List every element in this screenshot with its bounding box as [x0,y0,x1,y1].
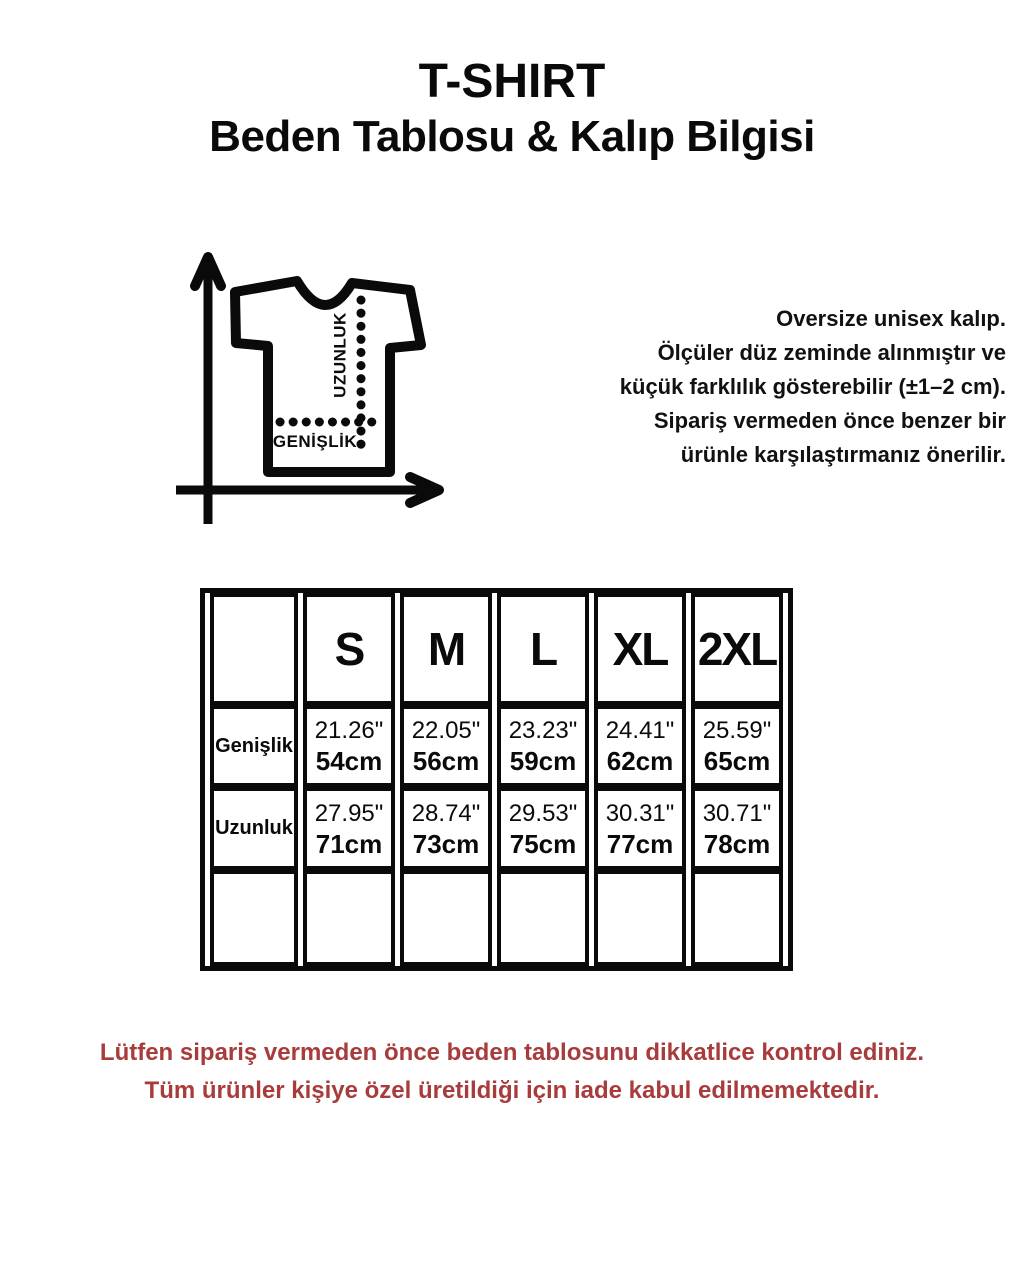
size-table [200,588,793,971]
length-inches-2xl: 30.71" [702,799,772,827]
length-cell-m [400,787,492,870]
length-inches-m: 28.74" [411,799,481,827]
empty-cell [303,870,395,966]
table-empty-row [210,870,783,966]
size-table-header-row [210,593,783,705]
length-inches-s: 27.95" [314,799,384,827]
empty-cell [594,870,686,966]
size-header-xl: XL [594,593,686,705]
row-label-genislik: Genişlik [210,705,298,787]
size-header-2xl: 2XL [691,593,783,705]
length-cm-m: 73cm [412,828,480,859]
table-row-width [210,705,783,787]
fit-info-line: Sipariş vermeden önce benzer bir [653,408,1006,433]
length-cell-s [303,787,395,870]
page-title: T-SHIRT [418,55,606,108]
tshirt-measurement-diagram [160,240,460,540]
width-cm-m: 56cm [412,746,480,776]
length-cm-l: 75cm [509,828,577,859]
width-inches-m: 22.05" [411,717,481,744]
length-inches-l: 29.53" [508,799,578,827]
length-cm-s: 71cm [315,828,383,859]
width-inches-2xl: 25.59" [702,717,772,744]
row-label-uzunluk: Uzunluk [210,787,298,870]
warning-line: Tüm ürünler kişiye özel üretildiği için iade kabul edilmemektedir. [144,1077,880,1104]
warning-line: Lütfen sipariş vermeden önce beden tablosunu dikkatlice kontrol ediniz. [99,1039,925,1066]
width-cell-l [497,705,589,787]
length-label: UZUNLUK [330,312,350,398]
empty-cell [400,870,492,966]
width-cm-s: 54cm [315,746,383,776]
empty-cell [210,870,298,966]
fit-info-line: Oversize unisex kalıp. [776,306,1006,331]
width-cell-s [303,705,395,787]
length-cell-2xl [691,787,783,870]
size-header-m: M [400,593,492,705]
table-row-length [210,787,783,870]
warning-text [0,1034,1024,1110]
empty-cell [691,870,783,966]
width-cell-xl [594,705,686,787]
fit-info-line: ürünle karşılaştırmanız önerilir. [680,442,1006,467]
length-cell-l [497,787,589,870]
page-subtitle: Beden Tablosu & Kalıp Bilgisi [209,112,815,161]
size-header-l: L [497,593,589,705]
width-label: GENİŞLİK [272,432,358,451]
width-inches-l: 23.23" [508,717,578,744]
corner-cell [210,593,298,705]
width-inches-s: 21.26" [314,717,384,744]
length-cm-2xl: 78cm [703,828,771,859]
size-header-s: S [303,593,395,705]
width-cell-2xl [691,705,783,787]
length-cm-xl: 77cm [606,828,674,859]
width-cm-2xl: 65cm [703,746,771,776]
fit-info-line: Ölçüler düz zeminde alınmıştır ve [657,340,1006,365]
width-cm-l: 59cm [509,746,577,776]
width-cell-m [400,705,492,787]
length-cell-xl [594,787,686,870]
width-inches-xl: 24.41" [605,717,675,744]
width-cm-xl: 62cm [606,746,674,776]
fit-info-text [540,302,1006,472]
empty-cell [497,870,589,966]
fit-info-line: küçük farklılık gösterebilir (±1–2 cm). [619,374,1006,399]
length-inches-xl: 30.31" [605,799,675,827]
